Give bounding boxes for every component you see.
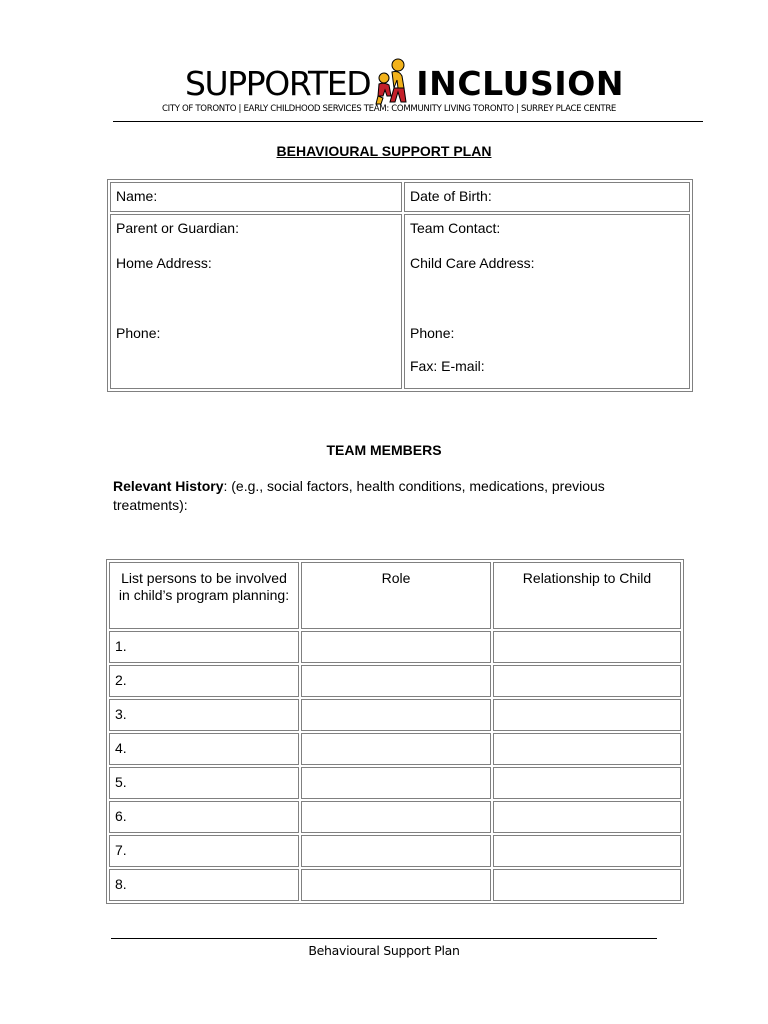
- phone-right-label: Phone:: [410, 325, 455, 341]
- column-header-relationship: Relationship to Child: [493, 562, 681, 629]
- column-header-role: Role: [301, 562, 491, 629]
- team-contact-label: Team Contact:: [410, 220, 501, 236]
- role-cell[interactable]: [301, 801, 491, 833]
- name-label: Name:: [116, 188, 158, 204]
- footer-divider: [111, 938, 657, 939]
- document-title: BEHAVIOURAL SUPPORT PLAN: [276, 143, 492, 159]
- name-field[interactable]: [110, 182, 402, 212]
- table-row: [109, 801, 681, 833]
- relationship-cell[interactable]: [493, 801, 681, 833]
- relevant-history: [113, 477, 673, 515]
- person-cell[interactable]: 5.: [109, 767, 299, 799]
- supported-inclusion-logo: [185, 64, 665, 104]
- team-members-title: TEAM MEMBERS: [326, 442, 442, 458]
- table-row: [109, 733, 681, 765]
- person-cell[interactable]: 1.: [109, 631, 299, 663]
- relationship-cell[interactable]: [493, 733, 681, 765]
- date-of-birth-field[interactable]: [404, 182, 690, 212]
- logo-figures-icon: [372, 58, 414, 106]
- relationship-cell[interactable]: [493, 767, 681, 799]
- relationship-cell[interactable]: [493, 835, 681, 867]
- role-cell[interactable]: [301, 733, 491, 765]
- person-cell[interactable]: 8.: [109, 869, 299, 901]
- logo-tagline: CITY OF TORONTO | EARLY CHILDHOOD SERVICES TEAM: COMMUNITY LIVING TORONTO | SURREY PLACE CENTRE: [162, 104, 617, 114]
- relevant-history-text: : (e.g., social factors, health conditions, medications, previous treatments):: [113, 478, 605, 513]
- team-contact-cell[interactable]: [404, 214, 690, 389]
- phone-left-label: Phone:: [116, 325, 161, 341]
- child-info-table: [107, 179, 693, 392]
- table-row: [109, 631, 681, 663]
- logo-word-inclusion: INCLUSION: [416, 64, 625, 103]
- role-cell[interactable]: [301, 699, 491, 731]
- home-address-label: Home Address:: [116, 255, 212, 271]
- relationship-cell[interactable]: [493, 869, 681, 901]
- role-cell[interactable]: [301, 631, 491, 663]
- person-cell[interactable]: 3.: [109, 699, 299, 731]
- table-row: [109, 699, 681, 731]
- person-cell[interactable]: 4.: [109, 733, 299, 765]
- role-cell[interactable]: [301, 767, 491, 799]
- date-of-birth-label: Date of Birth:: [410, 188, 492, 204]
- logo-word-supported: SUPPORTED: [185, 64, 371, 103]
- team-members-table: [106, 559, 684, 904]
- relationship-cell[interactable]: [493, 665, 681, 697]
- role-cell[interactable]: [301, 665, 491, 697]
- table-row: [109, 869, 681, 901]
- footer-text: Behavioural Support Plan: [308, 943, 460, 958]
- parent-contact-cell[interactable]: [110, 214, 402, 389]
- relevant-history-label: Relevant History: [113, 478, 224, 494]
- fax-email-label: Fax: E-mail:: [410, 358, 485, 374]
- role-cell[interactable]: [301, 835, 491, 867]
- person-cell[interactable]: 6.: [109, 801, 299, 833]
- table-row: [109, 665, 681, 697]
- parent-guardian-label: Parent or Guardian:: [116, 220, 239, 236]
- table-row: [109, 767, 681, 799]
- role-cell[interactable]: [301, 869, 491, 901]
- person-cell[interactable]: 7.: [109, 835, 299, 867]
- table-row: [109, 835, 681, 867]
- person-cell[interactable]: 2.: [109, 665, 299, 697]
- relationship-cell[interactable]: [493, 699, 681, 731]
- column-header-persons: List persons to be involved in child’s program planning:: [109, 562, 299, 629]
- header-divider: [113, 121, 703, 122]
- relationship-cell[interactable]: [493, 631, 681, 663]
- child-care-address-label: Child Care Address:: [410, 255, 535, 271]
